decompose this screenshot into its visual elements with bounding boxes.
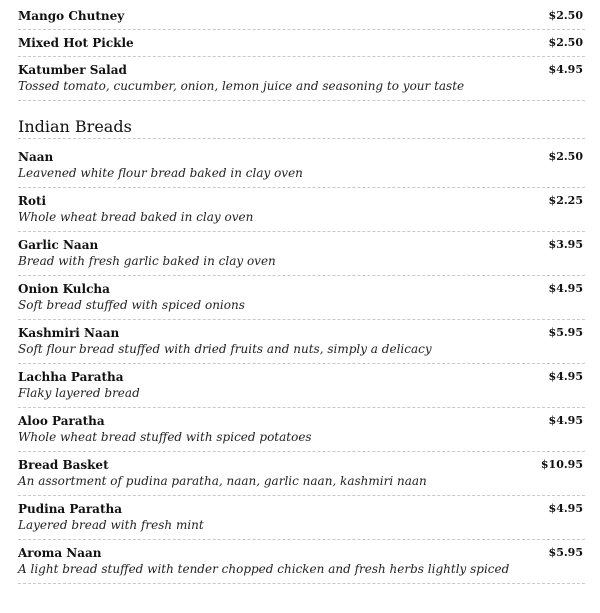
divider xyxy=(18,495,585,496)
section-title: Indian Breads xyxy=(18,117,132,136)
divider xyxy=(18,363,585,364)
divider xyxy=(18,100,585,101)
divider xyxy=(18,319,585,320)
item-name: Mango Chutney xyxy=(18,9,125,23)
item-name: Garlic Naan xyxy=(18,238,99,252)
item-description: Whole wheat bread baked in clay oven xyxy=(18,210,254,224)
item-price: $2.50 xyxy=(548,150,583,163)
item-price: $4.95 xyxy=(548,370,583,383)
menu-item-bread-basket xyxy=(18,458,585,492)
menu-item-aroma-naan xyxy=(18,546,585,580)
item-name: Bread Basket xyxy=(18,458,109,472)
item-description: Flaky layered bread xyxy=(18,386,140,400)
menu-item-mango-chutney xyxy=(18,9,585,27)
item-name: Pudina Paratha xyxy=(18,502,122,516)
divider xyxy=(18,29,585,30)
divider xyxy=(18,539,585,540)
item-name: Aroma Naan xyxy=(18,546,102,560)
item-name: Katumber Salad xyxy=(18,63,127,77)
divider xyxy=(18,187,585,188)
divider xyxy=(18,56,585,57)
item-price: $5.95 xyxy=(548,326,583,339)
divider xyxy=(18,451,585,452)
item-price: $10.95 xyxy=(540,458,583,471)
menu-item-pudina-paratha xyxy=(18,502,585,536)
item-price: $4.95 xyxy=(548,414,583,427)
item-price: $4.95 xyxy=(548,502,583,515)
divider xyxy=(18,583,585,584)
item-description: Layered bread with fresh mint xyxy=(18,518,204,532)
item-name: Mixed Hot Pickle xyxy=(18,36,134,50)
item-description: Soft bread stuffed with spiced onions xyxy=(18,298,245,312)
item-name: Kashmiri Naan xyxy=(18,326,120,340)
menu-item-onion-kulcha xyxy=(18,282,585,316)
divider xyxy=(18,231,585,232)
item-description: Bread with fresh garlic baked in clay oven xyxy=(18,254,276,268)
item-price: $2.25 xyxy=(548,194,583,207)
item-name: Aloo Paratha xyxy=(18,414,105,428)
menu-item-naan xyxy=(18,150,585,184)
menu-item-mixed-hot-pickle xyxy=(18,36,585,54)
item-price: $5.95 xyxy=(548,546,583,559)
menu-item-lachha-paratha xyxy=(18,370,585,404)
item-price: $4.95 xyxy=(548,63,583,76)
divider xyxy=(18,275,585,276)
menu-item-roti xyxy=(18,194,585,228)
menu-item-aloo-paratha xyxy=(18,414,585,448)
item-price: $3.95 xyxy=(548,238,583,251)
item-name: Lachha Paratha xyxy=(18,370,124,384)
divider xyxy=(18,138,585,139)
item-price: $4.95 xyxy=(548,282,583,295)
item-description: Soft flour bread stuffed with dried fruits and nuts, simply a delicacy xyxy=(18,342,432,356)
item-name: Onion Kulcha xyxy=(18,282,110,296)
divider xyxy=(18,407,585,408)
item-description: Leavened white flour bread baked in clay oven xyxy=(18,166,303,180)
menu-item-katumber-salad xyxy=(18,63,585,97)
item-name: Naan xyxy=(18,150,54,164)
item-name: Roti xyxy=(18,194,47,208)
item-description: Tossed tomato, cucumber, onion, lemon juice and seasoning to your taste xyxy=(18,79,465,93)
item-price: $2.50 xyxy=(548,36,583,49)
item-description: Whole wheat bread stuffed with spiced potatoes xyxy=(18,430,312,444)
menu-item-garlic-naan xyxy=(18,238,585,272)
item-description: An assortment of pudina paratha, naan, garlic naan, kashmiri naan xyxy=(18,474,427,488)
item-price: $2.50 xyxy=(548,9,583,22)
item-description: A light bread stuffed with tender chopped chicken and fresh herbs lightly spiced xyxy=(18,562,510,576)
menu-item-kashmiri-naan xyxy=(18,326,585,360)
